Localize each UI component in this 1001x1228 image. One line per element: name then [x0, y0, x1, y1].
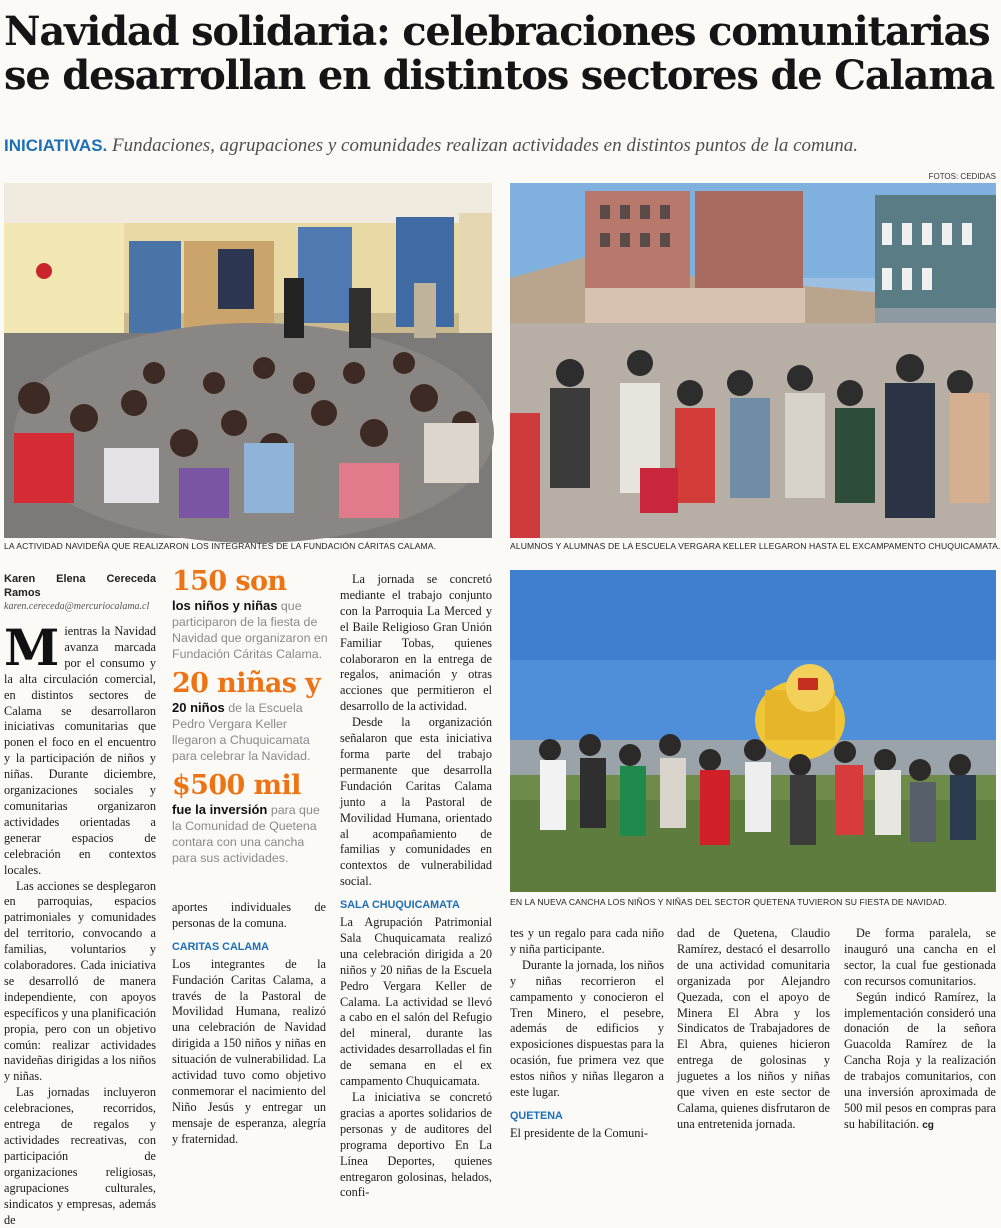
paragraph: Durante la jornada, los niños y niñas recorrieron el campamento y conocieron el Tren Minero, el pesebre, además de edificios y exposiciones dispuestas para la ocasión, fue primera vez que estos niños y niñas llegaron a este lugar. [510, 957, 664, 1100]
caption-quetena: EN LA NUEVA CANCHA LOS NIÑOS Y NIÑAS DEL SECTOR QUETENA TUVIERON SU FIESTA DE NAVIDAD. [510, 897, 947, 907]
paragraph: El presidente de la Comuni- [510, 1125, 648, 1140]
headline: Navidad solidaria: celebraciones comunitarias se desarrollan en distintos sectores de Calama [4, 8, 995, 99]
byline-email: karen.cereceda@mercuriocalama.cl [4, 601, 150, 612]
stat-figure: $500 mil [172, 770, 301, 801]
stat-block [172, 566, 330, 662]
stat-bold: los niños y niñas [172, 598, 278, 613]
photo-credit: FOTOS: CEDIDAS [928, 172, 996, 181]
body-column-4 [510, 926, 664, 1142]
body-column-5 [677, 926, 830, 1133]
subhead-quetena: QUETENA [510, 1109, 563, 1122]
kicker [4, 134, 996, 158]
caption-caritas: LA ACTIVIDAD NAVIDEÑA QUE REALIZARON LOS INTEGRANTES DE LA FUNDACIÓN CÁRITAS CALAMA. [4, 541, 437, 551]
paragraph [844, 990, 996, 1134]
kicker-tag: INICIATIVAS. [4, 136, 108, 155]
paragraph: La jornada se concretó mediante el trabajo conjunto con la Parroquia La Merced y el Baile Religioso Gran Unión Familiar Tobas, quienes colaboraron en la entrega de regalos, animación y otras acciones que permitieron el desarrollo de la actividad. [340, 572, 492, 714]
paragraph: ientras la Navidad avanza marcada por el consumo y la alta circulación comercial, en distintos sectores de Calama se desarrollaron iniciativas comunitarias que ponen el foco en el encuentro y la participación de niños y niñas. Durante diciembre, organizaciones sociales y comunitarias organizaron actividades orientadas a generar espacios de celebración en contextos locales. [4, 624, 156, 877]
stat-figure: 150 son [172, 566, 287, 597]
subhead-sala-chuquicamata: SALA CHUQUICAMATA [340, 899, 460, 912]
paragraph: Los integrantes de la Fundación Caritas Calama, a través de la Pastoral de Movilidad Humana, realizó una celebración de Navidad dirigida a 150 niños y niñas en situación de vulnerabilidad. La actividad tuvo como objetivo conmemorar el nacimiento del Niño Jesús y entregar un mensaje de esperanza, alegría y fraternidad. [172, 956, 326, 1146]
body-column-1 [4, 572, 156, 1228]
stat-bold: 20 niños [172, 700, 225, 715]
byline-author: Karen Elena Cereceda Ramos [4, 573, 156, 599]
body-column-3 [340, 572, 492, 1201]
dropcap: M [4, 618, 60, 677]
photo-chuquicamata [510, 183, 996, 538]
caption-chuquicamata: ALUMNOS Y ALUMNAS DE LA ESCUELA VERGARA KELLER LLEGARON HASTA EL EXCAMPAMENTO CHUQUICAMATA. [510, 541, 1001, 551]
paragraph: dad de Quetena, Claudio Ramírez, destacó el desarrollo de una actividad comunitaria organizada por Alejandro Quezada, con el apoyo de Minera El Abra y los Sindicatos de Trabajadores de El Abra, quienes hicieron entrega de golosinas y juguetes a los niños y niñas que viven en este sector de Calama, quienes disfrutaron de una entretenida jornada. [677, 926, 830, 1131]
paragraph: De forma paralela, se inauguró una cancha en el sector, la cual fue gestionada con recursos comunitarios. [844, 926, 996, 988]
paragraph-text: Según indicó Ramírez, la implementación consideró una donación de la señora Guacolda Ramírez de la Cancha Roja y la realización de trabajos comunitarios, con una inversión aproximada de 500 mil pesos en compras para su habilitación. [844, 989, 996, 1131]
paragraph: La iniciativa se concretó gracias a aportes solidarios de personas y de auditores del programa deportivo En La Línea Deportes, quienes entregaron golosinas, helados, confi- [340, 1090, 492, 1200]
paragraph: Las acciones se desplegaron en parroquias, espacios patrimoniales y comunidades del territorio, convocando a familias, voluntarios y colaboradores. Cada iniciativa se desarrolló de manera independiente, con apoyos específicos y una planificación propia, pero con un objetivo común: realizar actividades navideñas dirigidas a los niños y niñas. [4, 878, 156, 1084]
stat-text: para que la Comunidad de Quetena contara con una cancha para sus actividades. [172, 803, 320, 865]
subhead-caritas: CARITAS CALAMA [172, 940, 269, 953]
stat-bold: fue la inversión [172, 802, 268, 817]
photo-quetena [510, 570, 996, 892]
stats-sidebar [172, 566, 330, 872]
stat-text: de la Escuela Pedro Vergara Keller llegaron a Chuquicamata para celebrar la Navidad. [172, 701, 311, 763]
paragraph: Las jornadas incluyeron celebraciones, recorridos, entrega de regalos y actividades recreativas, con participación de organizaciones religiosas, agrupaciones culturales, sindicatos y empresas, además de [4, 1085, 156, 1227]
stat-block [172, 770, 330, 866]
stat-text: que participaron de la fiesta de Navidad que organizaron en Fundación Cáritas Calama. [172, 599, 328, 661]
kicker-text: Fundaciones, agrupaciones y comunidades realizan actividades en distintos puntos de la comuna. [112, 135, 859, 156]
paragraph: aportes individuales de personas de la comuna. [172, 900, 326, 930]
paragraph: tes y un regalo para cada niño y niña participante. [510, 926, 664, 956]
end-mark: cg [922, 1119, 934, 1131]
paragraph: Desde la organización señalaron que esta iniciativa forma parte del trabajo permanente que desarrolla Fundación Caritas Calama junto a la Pastoral de Movilidad Humana, orientado al acompañamiento de familias y comunidades en contextos de vulnerabilidad social. [340, 715, 492, 889]
body-column-2 [172, 900, 326, 1148]
paragraph: La Agrupación Patrimonial Sala Chuquicamata realizó una celebración dirigida a 20 niños y 20 niñas de la Escuela Pedro Vergara Keller de Calama. La actividad se llevó a cabo en el salón del Refugio del mineral, durante las actividades desarrolladas el fin de semana en el ex campamento Chuquicamata. [340, 915, 492, 1089]
stat-figure: 20 niñas y [172, 668, 321, 699]
photo-caritas-celebration [4, 183, 492, 538]
body-column-6 [844, 926, 996, 1134]
stat-block [172, 668, 330, 764]
